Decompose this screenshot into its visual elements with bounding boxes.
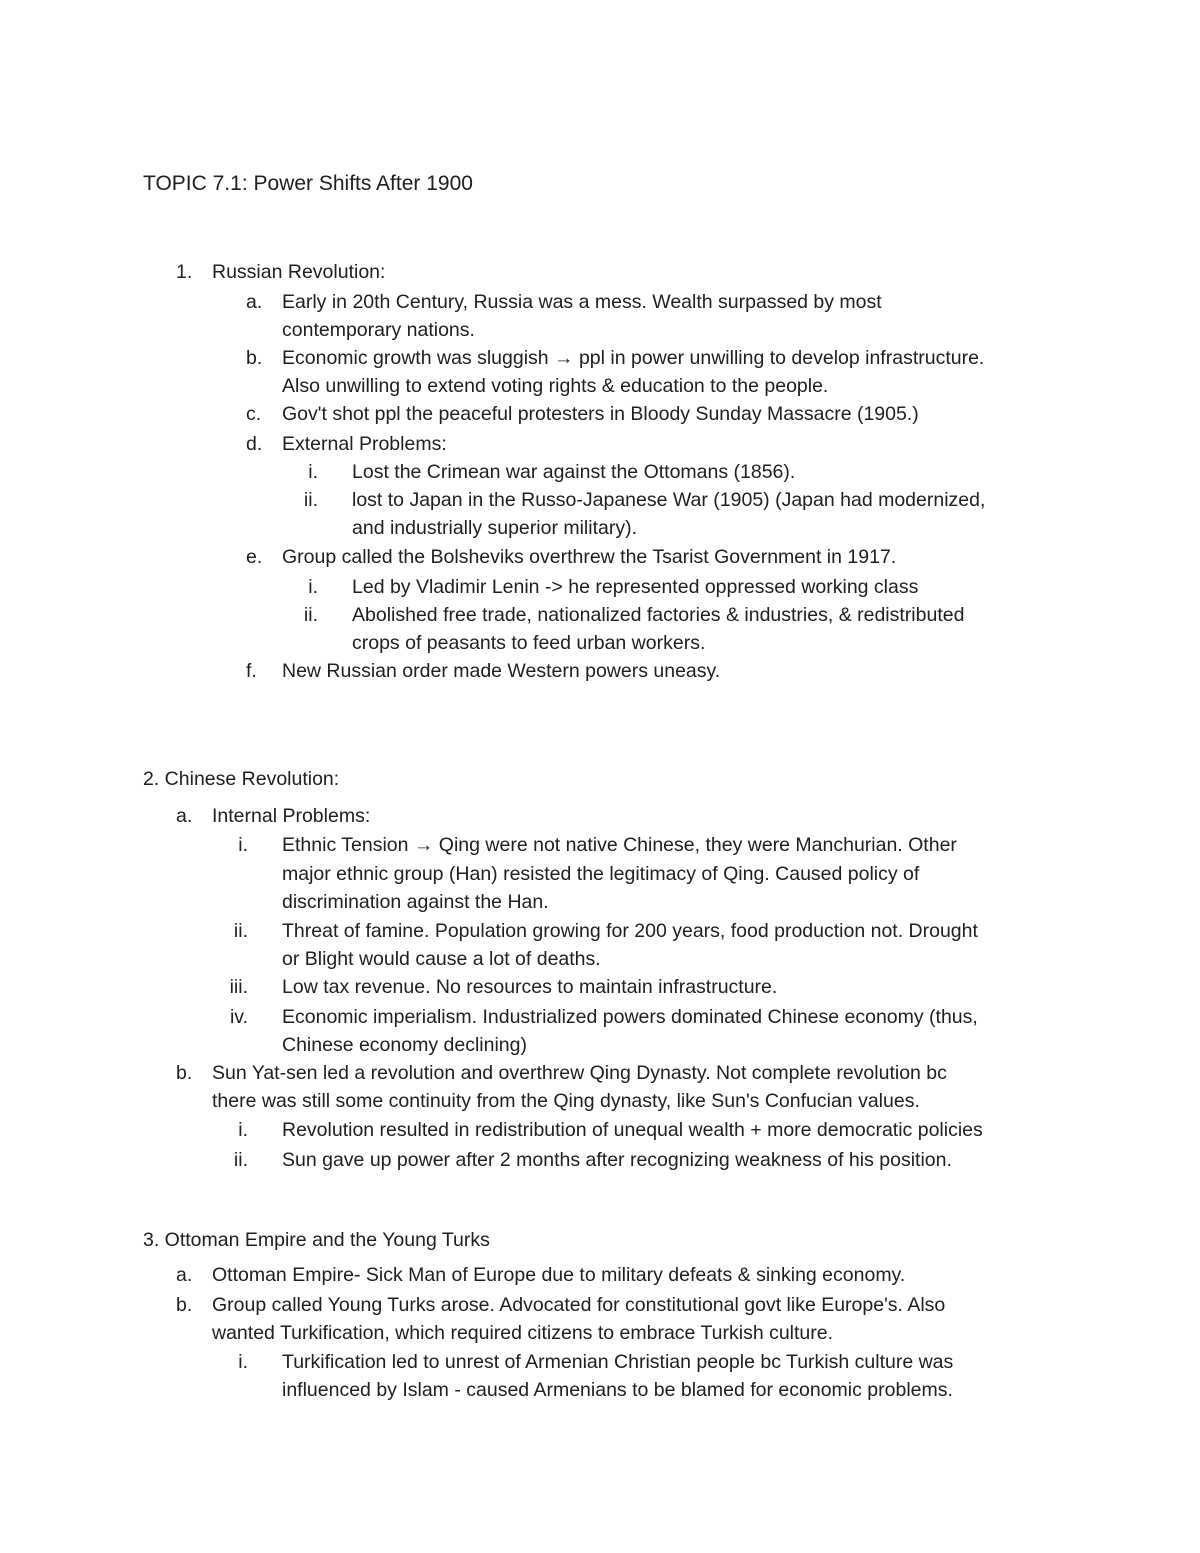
list-marker: d. bbox=[246, 433, 263, 455]
list-item: Sun Yat-sen led a revolution and overthrew Qing Dynasty. Not complete revolution bc bbox=[212, 1062, 947, 1084]
sub-list-item: Lost the Crimean war against the Ottomans (1856). bbox=[352, 461, 796, 483]
list-item-continuation: there was still some continuity from the Qing dynasty, like Sun's Confucian values. bbox=[212, 1090, 920, 1112]
sub-list-item-continuation: crops of peasants to feed urban workers. bbox=[352, 632, 706, 654]
sub-list-item-continuation: influenced by Islam - caused Armenians to be blamed for economic problems. bbox=[282, 1379, 953, 1401]
sub-list-item: Revolution resulted in redistribution of unequal wealth + more democratic policies bbox=[282, 1119, 983, 1141]
list-marker: ii. bbox=[233, 1149, 248, 1171]
list-item: Early in 20th Century, Russia was a mess. Wealth surpassed by most bbox=[282, 291, 882, 313]
list-marker: ii. bbox=[303, 604, 318, 626]
list-item: Gov't shot ppl the peaceful protesters in Bloody Sunday Massacre (1905.) bbox=[282, 403, 919, 425]
section-2-heading: 2. Chinese Revolution: bbox=[143, 768, 340, 790]
list-marker: i. bbox=[308, 461, 318, 483]
sub-list-item-continuation: discrimination against the Han. bbox=[282, 891, 549, 913]
sub-list-item: Sun gave up power after 2 months after recognizing weakness of his position. bbox=[282, 1149, 952, 1171]
sub-list-item: Threat of famine. Population growing for 200 years, food production not. Drought bbox=[282, 920, 978, 942]
list-marker: a. bbox=[176, 805, 193, 827]
sub-list-item: Turkification led to unrest of Armenian Christian people bc Turkish culture was bbox=[282, 1351, 954, 1373]
list-item-continuation: wanted Turkification, which required citizens to embrace Turkish culture. bbox=[212, 1322, 834, 1344]
sub-list-item: Economic imperialism. Industrialized powers dominated Chinese economy (thus, bbox=[282, 1006, 978, 1028]
list-marker: b. bbox=[246, 347, 263, 369]
list-marker: ii. bbox=[233, 920, 248, 942]
list-marker: i. bbox=[308, 576, 318, 598]
list-item: Group called Young Turks arose. Advocated for constitutional govt like Europe's. Also bbox=[212, 1294, 946, 1316]
sub-list-item: Led by Vladimir Lenin -> he represented oppressed working class bbox=[352, 576, 919, 598]
list-marker: iii. bbox=[229, 976, 248, 998]
list-item: Internal Problems: bbox=[212, 805, 371, 827]
list-marker: a. bbox=[176, 1264, 193, 1286]
list-item: Group called the Bolsheviks overthrew the Tsarist Government in 1917. bbox=[282, 546, 897, 568]
list-item: Ottoman Empire- Sick Man of Europe due to military defeats & sinking economy. bbox=[212, 1264, 906, 1286]
list-marker: 1. bbox=[176, 261, 193, 283]
page-title: TOPIC 7.1: Power Shifts After 1900 bbox=[143, 172, 473, 195]
sub-list-item-continuation: major ethnic group (Han) resisted the legitimacy of Qing. Caused policy of bbox=[282, 863, 920, 885]
list-marker: b. bbox=[176, 1294, 193, 1316]
list-marker: i. bbox=[238, 834, 248, 856]
list-marker: f. bbox=[246, 660, 257, 682]
list-item-continuation: Also unwilling to extend voting rights & education to the people. bbox=[282, 375, 829, 397]
list-marker: i. bbox=[238, 1119, 248, 1141]
sub-list-item-continuation: Chinese economy declining) bbox=[282, 1034, 527, 1056]
sub-list-item-continuation: and industrially superior military). bbox=[352, 517, 638, 539]
sub-list-item: lost to Japan in the Russo-Japanese War (1905) (Japan had modernized, bbox=[352, 489, 986, 511]
sub-list-item-continuation: or Blight would cause a lot of deaths. bbox=[282, 948, 601, 970]
list-item: Economic growth was sluggish → ppl in power unwilling to develop infrastructure. bbox=[282, 347, 985, 369]
section-1-heading: Russian Revolution: bbox=[212, 261, 386, 283]
list-item: New Russian order made Western powers uneasy. bbox=[282, 660, 721, 682]
section-3-heading: 3. Ottoman Empire and the Young Turks bbox=[143, 1229, 490, 1251]
list-marker: i. bbox=[238, 1351, 248, 1373]
list-marker: a. bbox=[246, 291, 263, 313]
list-marker: ii. bbox=[303, 489, 318, 511]
sub-list-item: Abolished free trade, nationalized factories & industries, & redistributed bbox=[352, 604, 965, 626]
list-marker: e. bbox=[246, 546, 263, 568]
list-item: External Problems: bbox=[282, 433, 447, 455]
sub-list-item: Low tax revenue. No resources to maintain infrastructure. bbox=[282, 976, 778, 998]
list-marker: iv. bbox=[229, 1006, 248, 1028]
sub-list-item: Ethnic Tension → Qing were not native Chinese, they were Manchurian. Other bbox=[282, 834, 957, 856]
list-item-continuation: contemporary nations. bbox=[282, 319, 475, 341]
list-marker: c. bbox=[246, 403, 262, 425]
list-marker: b. bbox=[176, 1062, 193, 1084]
